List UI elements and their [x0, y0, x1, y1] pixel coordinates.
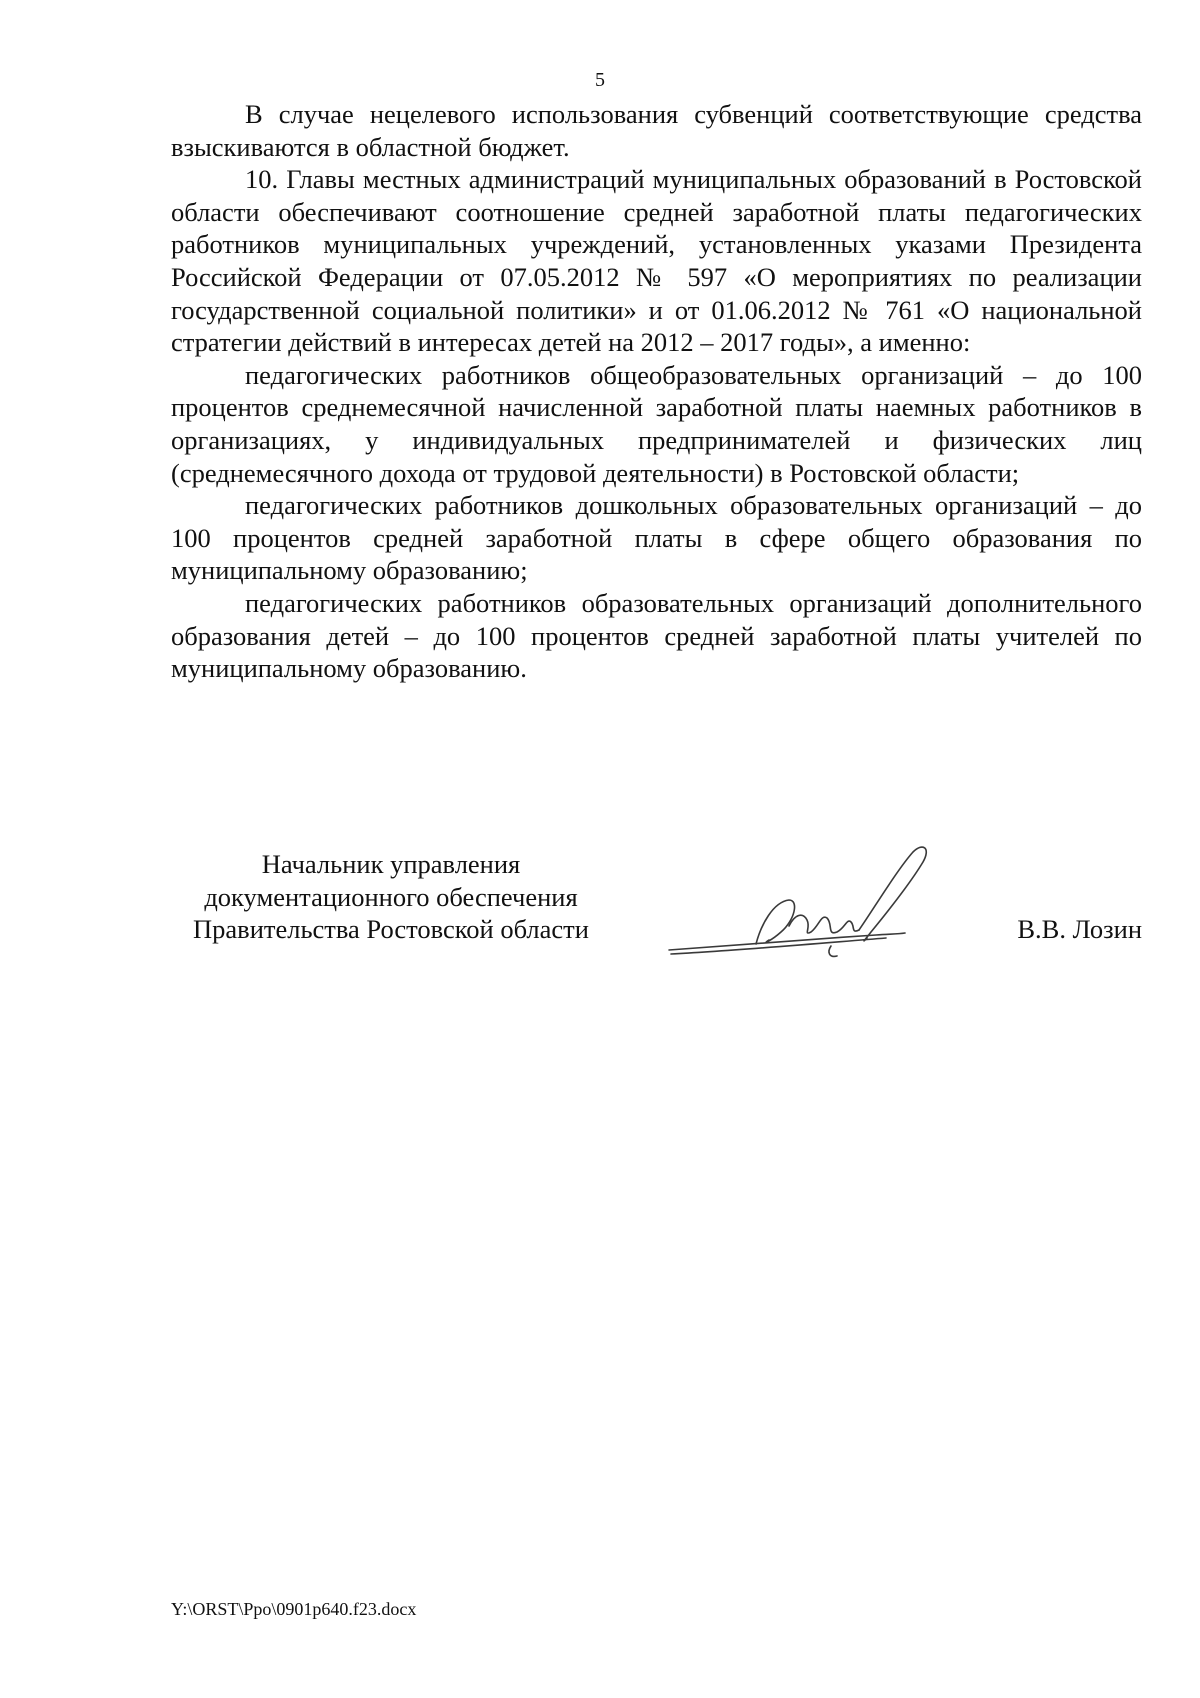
paragraph-preschool-staff: педагогических работников дошкольных образовательных организаций – до 100 процентов средней заработной платы в сфере общего образования по муниципальному образованию; [171, 490, 1142, 586]
signature-block [171, 848, 1142, 988]
document-body [171, 98, 1142, 685]
handwritten-signature [661, 840, 941, 970]
document-file-path: Y:\ORST\Ppo\0901p640.f23.docx [171, 1599, 417, 1619]
paragraph-additional-education-staff: педагогических работников образовательных организаций дополнительного образования детей – до 100 процентов средней заработной платы учителей по муниципальному образованию. [171, 587, 1142, 684]
paragraph-general-education-staff: педагогических работников общеобразовательных организаций – до 100 процентов среднемесячной начисленной заработной платы наемных работников в организациях, у индивидуальных предпринимателей и физических лиц (среднемесячного дохода от трудовой деятельности) в Ростовской области; [171, 359, 1142, 488]
signatory-title-line: документационного обеспечения [204, 881, 578, 912]
paragraph-item-10: 10. Главы местных администраций муниципальных образований в Ростовской области обеспечивают соотношение средней заработной платы педагогических работников муниципальных учреждений, установленных указами Президента Российской Федерации от 07.05.2012 № 597 «О мероприятиях по реализации государственной социальной политики» и от 01.06.2012 № 761 «О национальной стратегии действий в интересах детей на 2012 – 2017 годы», а именно: [171, 164, 1142, 358]
signatory-title-line: Правительства Ростовской области [193, 914, 589, 944]
signatory-title [171, 848, 611, 946]
paragraph-misuse-of-subventions: В случае нецелевого использования субвенций соответствующие средства взыскиваются в областной бюджет. [171, 99, 1142, 162]
page-number: 5 [595, 69, 605, 91]
signatory-title-line: Начальник управления [261, 849, 521, 879]
signatory-name: В.В. Лозин [1017, 914, 1142, 944]
